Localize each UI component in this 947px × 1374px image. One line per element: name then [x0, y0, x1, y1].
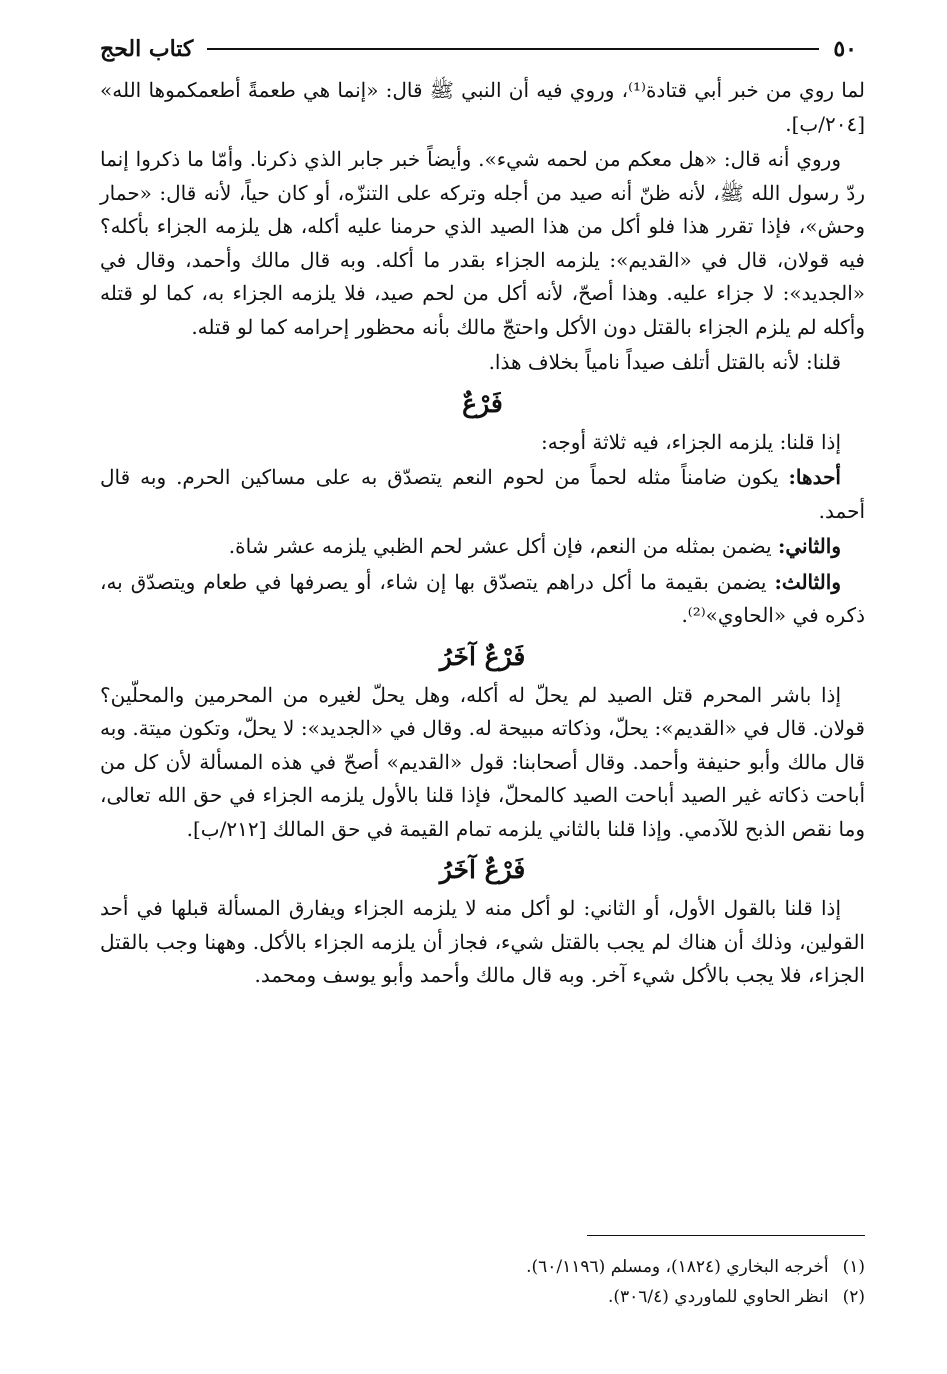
paragraph-1: لما روي من خبر أبي قتادة⁽¹⁾، وروي فيه أن النبي ﷺ قال: «إنما هي طعمةً أطعمكموها الله» [٢٠٤/ب].	[100, 78, 865, 136]
page-number: ٥٠	[833, 36, 857, 62]
term-third: والثالث:	[774, 569, 841, 594]
section-heading-another-2: فَرْعٌ آخَرُ	[439, 855, 526, 884]
footnote-mark: (٢)	[842, 1287, 865, 1307]
header-rule	[207, 48, 819, 50]
term-second: والثاني:	[777, 534, 841, 558]
page-header	[100, 32, 857, 66]
footnotes	[100, 1252, 865, 1312]
paragraph-5	[100, 461, 865, 528]
footnote-2	[100, 1282, 865, 1312]
paragraph-3: قلنا: لأنه بالقتل أتلف صيداً نامياً بخلاف هذا.	[488, 350, 841, 374]
paragraph-4: إذا قلنا: يلزمه الجزاء، فيه ثلاثة أوجه:	[540, 429, 841, 454]
paragraph-6-text: يضمن بمثله من النعم، فإن أكل عشر لحم الظبي يلزمه عشر شاة.	[228, 534, 778, 558]
paragraph-6	[100, 530, 865, 564]
footnote-1	[100, 1252, 865, 1282]
paragraph-7	[100, 566, 865, 633]
section-heading-another-1: فَرْعٌ آخَرُ	[439, 641, 526, 671]
footnote-text: أخرجه البخاري (١٨٢٤)، ومسلم (٦٠/١١٩٦).	[526, 1257, 829, 1277]
footnote-text: انظر الحاوي للماوردي (٣٠٦/٤).	[607, 1287, 829, 1307]
paragraph-2: وروي أنه قال: «هل معكم من لحمه شيء». وأيضاً خبر جابر الذي ذكرنا. وأمّا ما ذكروا إنما ردّ رسول الله ﷺ، لأنه ظنّ أنه صيد من أجله وتركه على التنزّه، أو كان حياً، لأنه قال: «حمار وحش»، فإذا تقرر هذا فلو أكل من هذا الصيد الذي حرمنا عليه أكله، هل يلزمه الجزاء بأكله؟ فيه قولان، قال في «القديم»: يلزمه الجزاء بقدر ما أكله. وبه قال مالك وأحمد، وقال في «الجديد»: لا جزاء عليه. وهذا أصحّ، لأنه أكل من لحم صيد، فلا يلزمه الجزاء به، كما لو قتله وأكله لم يلزم الجزاء بالقتل دون الأكل واحتجّ مالك بأنه محظور إحرامه كما لو قتله.	[100, 147, 865, 339]
book-title: كتاب الحج	[100, 36, 194, 62]
footnote-separator	[587, 1235, 865, 1236]
paragraph-7-text: يضمن بقيمة ما أكل دراهم يتصدّق بها إن شاء، أو يصرفها في طعام ويتصدّق به، ذكره في «الحاوي»⁽²⁾.	[100, 569, 865, 627]
section-heading-far: فَرْعٌ	[462, 388, 503, 418]
footnote-mark: (١)	[842, 1257, 865, 1277]
paragraph-9: إذا قلنا بالقول الأول، أو الثاني: لو أكل منه لا يلزمه الجزاء ويفارق المسألة قبلها في أحد القولين، وذلك أن هناك لم يجب بالقتل شيء، فجاز أن يلزمه الجزاء بالأكل. وههنا وجب بالقتل الجزاء، فلا يجب بالأكل شيء آخر. وبه قال مالك وأحمد وأبو يوسف ومحمد.	[100, 896, 865, 987]
paragraph-8: إذا باشر المحرم قتل الصيد لم يحلّ له أكله، وهل يحلّ لغيره من المحرمين والمحلّين؟ قولان. قال في «القديم»: يحلّ، وذكاته مبيحة له. وقال في «الجديد»: لا يحلّ، وتكون ميتة. وبه قال مالك وأبو حنيفة وأحمد. وقال أصحابنا: قول «القديم» أصحّ في هذه المسألة لأن كل من أباحت ذكاته غير الصيد أباحت الصيد كالمحلّ، فإذا قلنا بالأول يلزمه الجزاء في حق الله تعالى، وما نقص الذبح للآدمي. وإذا قلنا بالثاني يلزمه تمام القيمة في حق المالك [٢١٢/ب].	[100, 682, 865, 841]
paragraph-5-text: يكون ضامناً مثله لحماً من لحوم النعم يتصدّق به على مساكين الحرم. وبه قال أحمد.	[100, 465, 865, 523]
term-first: أحدها:	[788, 465, 841, 489]
main-text	[100, 74, 865, 995]
